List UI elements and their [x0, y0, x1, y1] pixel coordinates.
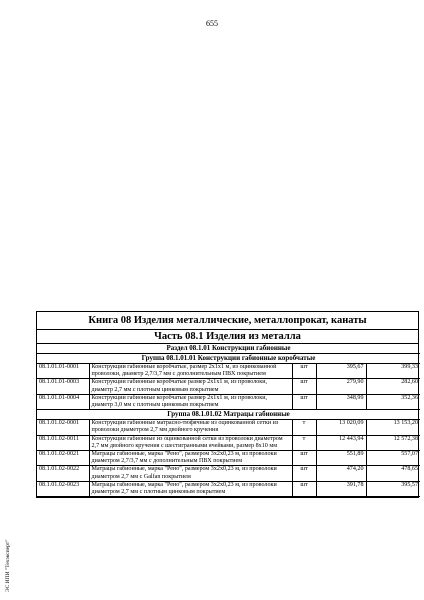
price-catalog-document: [36, 311, 419, 498]
item-name: Матрацы габионные, марка "Рено", размером 3х2х0,23 м, из проволоки диаметром 2,7 мм с Galfan покрытием: [89, 466, 292, 481]
section-title: Раздел 08.1.01 Конструкции габионные: [37, 344, 420, 354]
item-unit: шт: [292, 466, 316, 481]
price-table: [37, 344, 420, 497]
side-note: ЭС ИПИ "Техэксперт": [5, 539, 11, 592]
book-title: Книга 08 Изделия металлические, металлопрокат, канаты: [37, 312, 418, 330]
table-row: [37, 451, 420, 466]
item-unit: шт: [292, 394, 316, 409]
item-price-2: 557,07: [366, 451, 420, 466]
table-row: [37, 481, 420, 496]
item-price-1: 551,89: [316, 451, 366, 466]
group-title: Группа 08.1.01.02 Матрацы габионные: [37, 410, 420, 420]
item-name: Матрацы габионные, марка "Рено", размером 3х2х0,23 м, из проволоки диаметром 2,7/3,7 мм с дополнительным ПВХ покрытием: [89, 451, 292, 466]
item-name: Конструкции габионные коробчатые, размер 2х1х1 м, из оцинкованной проволоки, диаметр 2,7/3,7 мм с дополнительным ПВХ покрытием: [89, 364, 292, 379]
item-price-1: 348,99: [316, 394, 366, 409]
table-row: [37, 435, 420, 450]
item-unit: шт: [292, 481, 316, 496]
item-price-2: 13 153,20: [366, 420, 420, 435]
item-name: Конструкции габионные матрасно-тюфячные из оцинкованной сетки из проволоки диаметром 2,7 мм двойного кручения: [89, 420, 292, 435]
item-unit: шт: [292, 364, 316, 379]
item-price-1: 395,67: [316, 364, 366, 379]
item-price-1: 474,20: [316, 466, 366, 481]
item-code: 08.1.01.02-0022: [37, 466, 89, 481]
group-header-row: [37, 410, 420, 420]
part-title: Часть 08.1 Изделия из металла: [37, 330, 418, 344]
item-price-2: 282,60: [366, 379, 420, 394]
item-name: Конструкции габионные из оцинкованной сетки из проволоки диаметром 2,7 мм двойного кручения с шестигранными ячейками, размер 8х10 мм: [89, 435, 292, 450]
table-row: [37, 364, 420, 379]
item-price-1: 12 443,94: [316, 435, 366, 450]
item-code: 08.1.01.01-0004: [37, 394, 89, 409]
item-price-2: 395,57: [366, 481, 420, 496]
item-price-2: 399,33: [366, 364, 420, 379]
item-code: 08.1.01.02-0021: [37, 451, 89, 466]
item-code: 08.1.01.02-0023: [37, 481, 89, 496]
table-row: [37, 394, 420, 409]
group-header-row: [37, 354, 420, 364]
item-code: 08.1.01.01-0001: [37, 364, 89, 379]
item-unit: т: [292, 420, 316, 435]
page-number: 655: [206, 19, 218, 28]
item-price-2: 352,36: [366, 394, 420, 409]
group-title: Группа 08.1.01.01 Конструкции габионные коробчатые: [37, 354, 420, 364]
table-row: [37, 420, 420, 435]
item-price-1: 13 020,09: [316, 420, 366, 435]
item-price-2: 12 572,38: [366, 435, 420, 450]
item-unit: т: [292, 435, 316, 450]
table-row: [37, 379, 420, 394]
item-price-1: 279,90: [316, 379, 366, 394]
item-unit: шт: [292, 451, 316, 466]
section-header-row: [37, 344, 420, 354]
item-price-1: 391,78: [316, 481, 366, 496]
item-code: 08.1.01.02-0011: [37, 435, 89, 450]
item-price-2: 478,65: [366, 466, 420, 481]
item-name: Конструкции габионные коробчатые размер 2х1х1 м, из проволоки, диаметр 3,0 мм с плотным цинковым покрытием: [89, 394, 292, 409]
item-code: 08.1.01.02-0001: [37, 420, 89, 435]
table-row: [37, 466, 420, 481]
item-unit: шт: [292, 379, 316, 394]
item-name: Матрацы габионные, марка "Рено", размером 3х2х0,23 м, из проволоки диаметром 2,7 мм с плотным цинковым покрытием: [89, 481, 292, 496]
item-name: Конструкции габионные коробчатые размер 2х1х1 м, из проволоки, диаметр 2,7 мм с плотным цинковым покрытием: [89, 379, 292, 394]
item-code: 08.1.01.01-0003: [37, 379, 89, 394]
